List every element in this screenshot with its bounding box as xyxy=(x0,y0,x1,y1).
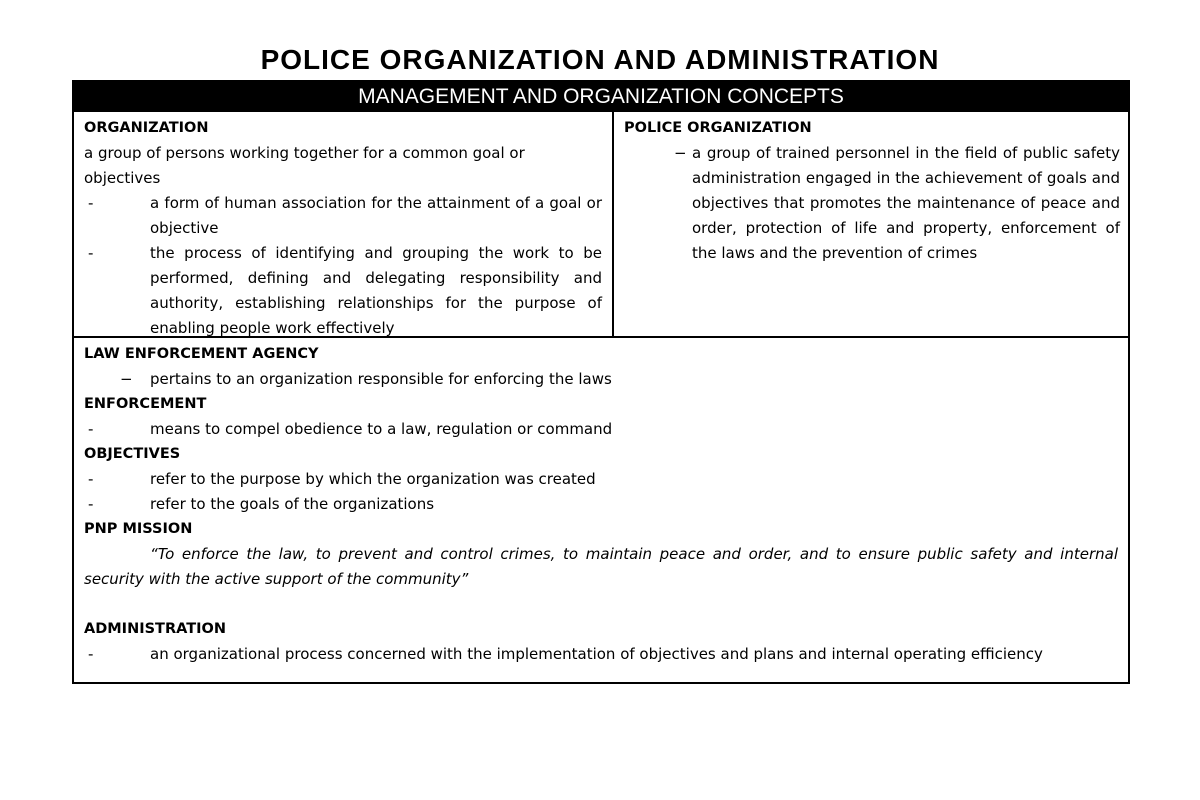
list-item xyxy=(84,191,602,241)
police-organization-cell xyxy=(614,112,1130,336)
dash-bullet: - xyxy=(88,244,94,262)
concepts-table xyxy=(72,80,1130,684)
organization-cell xyxy=(74,112,614,336)
list-item xyxy=(84,642,1118,667)
administration-heading: ADMINISTRATION xyxy=(84,621,226,637)
list-item xyxy=(84,492,1118,517)
police-organization-heading: POLICE ORGANIZATION xyxy=(624,120,812,136)
list-item-text: a group of trained personnel in the field of public safety administration engaged in the achievement of goals and objectives that promotes the maintenance of peace and order, protection of life and property, enforcement of the laws and the prevention of crimes xyxy=(692,144,1120,262)
law-enforcement-agency-heading: LAW ENFORCEMENT AGENCY xyxy=(84,346,319,362)
objectives-heading: OBJECTIVES xyxy=(84,446,181,462)
list-item-text: refer to the purpose by which the organization was created xyxy=(150,470,596,488)
dash-bullet: - xyxy=(88,194,94,212)
dash-bullet: - xyxy=(88,420,94,438)
list-item xyxy=(84,241,602,341)
list-item-text: means to compel obedience to a law, regulation or command xyxy=(150,420,613,438)
page-title: POLICE ORGANIZATION AND ADMINISTRATION xyxy=(260,44,940,75)
section-banner: MANAGEMENT AND ORGANIZATION CONCEPTS xyxy=(74,82,1128,112)
list-item-text: a form of human association for the attainment of a goal or objective xyxy=(150,194,602,237)
organization-heading: ORGANIZATION xyxy=(84,120,209,136)
top-row xyxy=(74,112,1128,338)
list-item xyxy=(624,141,1120,266)
list-item-text: the process of identifying and grouping the work to be performed, defining and delegating responsibility and authority, establishing relationships for the purpose of enabling people work effectively xyxy=(150,244,602,337)
list-item xyxy=(84,417,1118,442)
bottom-section xyxy=(74,338,1128,667)
list-item-text: pertains to an organization responsible for enforcing the laws xyxy=(150,370,612,388)
dash-bullet: - xyxy=(88,645,94,663)
pnp-mission-text: “To enforce the law, to prevent and control crimes, to maintain peace and order, and to ensure public safety and internal security with the active support of the community” xyxy=(84,545,1118,588)
list-item xyxy=(84,367,1118,392)
dash-bullet: − xyxy=(120,370,133,388)
dash-bullet: - xyxy=(88,495,94,513)
organization-definition: a group of persons working together for a common goal or objectives xyxy=(84,144,525,187)
list-item xyxy=(84,467,1118,492)
dash-bullet: - xyxy=(88,470,94,488)
dash-bullet: − xyxy=(674,144,687,162)
pnp-mission-heading: PNP MISSION xyxy=(84,521,193,537)
enforcement-heading: ENFORCEMENT xyxy=(84,396,207,412)
list-item-text: an organizational process concerned with the implementation of objectives and plans and internal operating efficiency xyxy=(150,645,1043,663)
list-item-text: refer to the goals of the organizations xyxy=(150,495,435,513)
